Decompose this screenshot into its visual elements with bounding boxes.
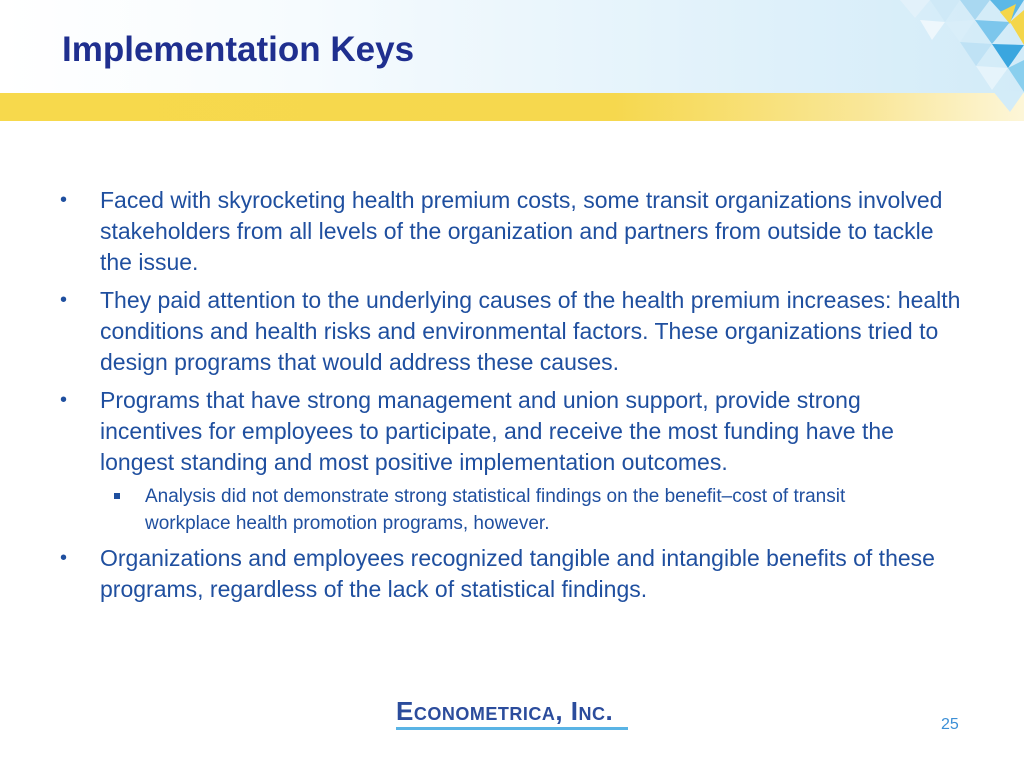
sub-bullet-item [0, 483, 1024, 537]
bullet-text: Programs that have strong management and union support, provide strong incentives for employees to participate, and receive the most funding have the longest standing and most positive implementation outcomes. [100, 387, 894, 475]
slide-number: 25 [941, 716, 959, 733]
bullet-text: Faced with skyrocketing health premium costs, some transit organizations involved stakeholders from all levels of the organization and partners from outside to tackle the issue. [100, 187, 943, 275]
logo-underline [396, 727, 628, 730]
company-logo [396, 696, 628, 730]
bullet-marker: • [60, 547, 68, 569]
square-bullet-icon [114, 493, 120, 499]
bullet-text: They paid attention to the underlying causes of the health premium increases: health conditions and health risks and environmental factors. These organizations tried to design programs that would address these causes. [100, 287, 961, 375]
sub-bullet-text: Analysis did not demonstrate strong statistical findings on the benefit–cost of transit workplace health promotion programs, however. [145, 486, 846, 534]
bullet-list [0, 185, 1024, 612]
bullet-marker: • [60, 389, 68, 411]
slide-title: Implementation Keys [62, 30, 415, 69]
bullet-item [0, 543, 1024, 605]
bullet-item [0, 385, 1024, 478]
bullet-marker: • [60, 289, 68, 311]
bullet-text: Organizations and employees recognized tangible and intangible benefits of these programs, regardless of the lack of statistical findings. [100, 545, 935, 602]
bullet-marker: • [60, 189, 68, 211]
decorative-triangles-icon [860, 0, 1024, 121]
bullet-item [0, 285, 1024, 378]
logo-text: Econometrica, Inc. [396, 696, 614, 726]
bullet-item [0, 185, 1024, 278]
